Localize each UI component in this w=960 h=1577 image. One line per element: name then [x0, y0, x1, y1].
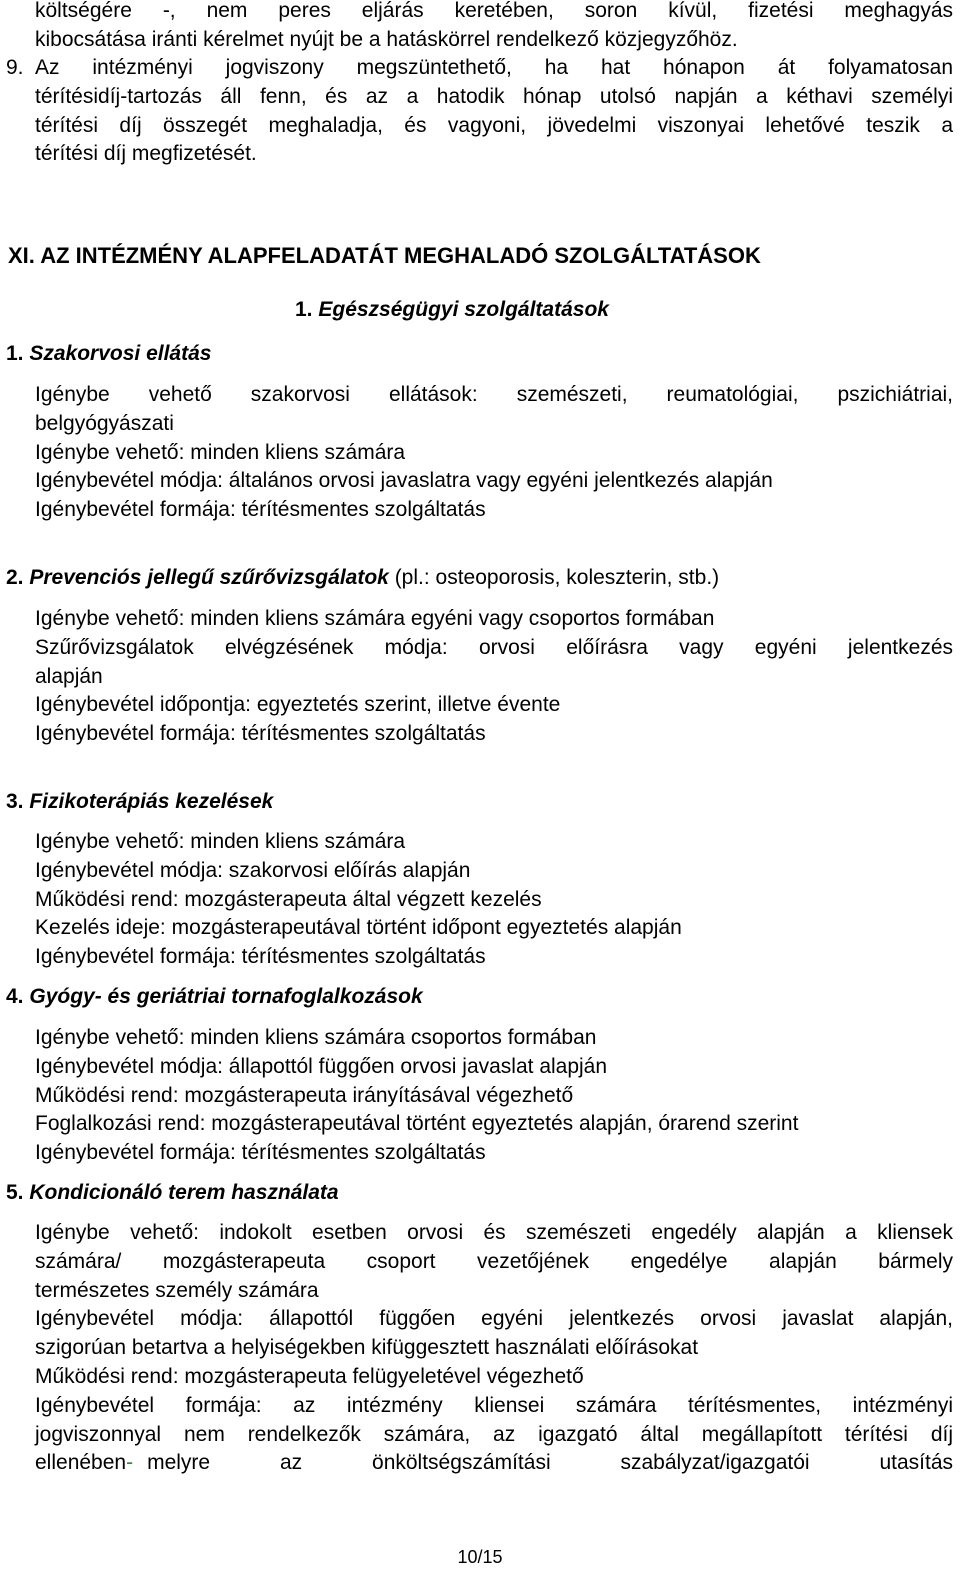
- text-line: térítési díj megfizetését.: [35, 142, 257, 166]
- subsection-number: 1.: [295, 298, 313, 321]
- text-line: alapján: [35, 664, 103, 688]
- text-fragment: ellenében: [35, 1451, 127, 1475]
- text-line: kibocsátása iránti kérelmet nyújt be a hatáskörrel rendelkező közjegyzőhöz.: [35, 27, 738, 51]
- text-line: Igénybevétel időpontja: egyeztetés szerint, illetve évente: [35, 693, 561, 717]
- text-fragment: melyre az önköltségszámítási szabályzat/igazgatói utasítás: [147, 1451, 953, 1475]
- subsection-title: Egészségügyi szolgáltatások: [318, 298, 609, 321]
- item-body: [35, 605, 953, 749]
- text-line: Igénybevétel formája: térítésmentes szolgáltatás: [35, 722, 486, 746]
- text-line-last: [35, 1449, 953, 1478]
- item-heading: [6, 983, 423, 1011]
- item-number: 5.: [6, 1181, 24, 1204]
- text-line: szigorúan betartva a helyiségekben kifüggesztett használati előírásokat: [35, 1336, 699, 1360]
- text-line: Igénybevétel formája: térítésmentes szolgáltatás: [35, 945, 486, 969]
- item-heading: [6, 340, 211, 368]
- item-title: Prevenciós jellegű szűrővizsgálatok: [29, 566, 389, 589]
- item-number: 2.: [6, 566, 24, 589]
- text-line: Igénybevétel formája: az intézmény kliensei számára térítésmentes, intézményi: [35, 1393, 953, 1417]
- item-title: Kondicionáló terem használata: [29, 1181, 339, 1204]
- item-title: Fizikoterápiás kezelések: [29, 790, 274, 813]
- text-line: Igénybevétel módja: állapottól függően egyéni jelentkezés orvosi javaslat alapján,: [35, 1307, 953, 1331]
- text-line: Működési rend: mozgásterapeuta felügyeletével végezhető: [35, 1364, 584, 1388]
- item-heading: [6, 788, 273, 816]
- item-body: [35, 381, 953, 525]
- text-line: Igénybevétel formája: térítésmentes szolgáltatás: [35, 1141, 486, 1165]
- text-line: Az intézményi jogviszony megszüntethető, ha hat hónapon át folyamatosan: [35, 56, 953, 79]
- text-line: költségére -, nem peres eljárás keretében, soron kívül, fizetési meghagyás: [35, 0, 953, 22]
- text-line: Igénybe vehető: minden kliens számára: [35, 830, 406, 853]
- text-line: Szűrővizsgálatok elvégzésének módja: orvosi előírásra vagy egyéni jelentkezés: [35, 635, 953, 659]
- text-line: Igénybe vehető: minden kliens számára: [35, 440, 406, 464]
- item-number: 9.: [6, 56, 24, 79]
- section-heading: XI. AZ INTÉZMÉNY ALAPFELADATÁT MEGHALADÓ SZOLGÁLTATÁSOK: [8, 243, 761, 268]
- item-heading: [6, 1179, 339, 1207]
- item-body: [35, 828, 953, 972]
- item-heading: [6, 564, 719, 592]
- text-line: Igénybe vehető szakorvosi ellátások: szemészeti, reumatológiai, pszichiátriai,: [35, 383, 953, 406]
- intro-paragraph: [35, 0, 953, 55]
- item-9-paragraph: [35, 54, 953, 169]
- item-body: [35, 1024, 953, 1168]
- text-line: térítésidíj-tartozás áll fenn, és az a hatodik hónap utolsó napján a kéthavi személyi: [35, 84, 953, 108]
- text-line: Igénybevétel módja: állapottól függően orvosi javaslat alapján: [35, 1054, 608, 1078]
- text-line: Igénybe vehető: minden kliens számára csoportos formában: [35, 1026, 597, 1049]
- text-line: Működési rend: mozgásterapeuta által végzett kezelés: [35, 887, 542, 911]
- text-line: Igénybevétel módja: szakorvosi előírás alapján: [35, 858, 471, 882]
- text-line: Foglalkozási rend: mozgásterapeutával történt egyeztetés alapján, órarend szerint: [35, 1112, 799, 1136]
- item-title-suffix: (pl.: osteoporosis, koleszterin, stb.): [394, 566, 720, 589]
- item-title: Gyógy- és geriátriai tornafoglalkozások: [29, 985, 423, 1008]
- item-number: 4.: [6, 985, 24, 1008]
- text-line: Kezelés ideje: mozgásterapeutával történt időpont egyeztetés alapján: [35, 916, 682, 940]
- text-line: belgyógyászati: [35, 411, 174, 435]
- text-line: Igénybe vehető: indokolt esetben orvosi és szemészeti engedély alapján a kliensek: [35, 1221, 953, 1244]
- item-title: Szakorvosi ellátás: [29, 342, 212, 365]
- text-line: jogviszonnyal nem rendelkezők számára, az igazgató által megállapított térítési díj: [35, 1422, 953, 1446]
- text-line: térítési díj összegét meghaladja, és vagyoni, jövedelmi viszonyai lehetővé teszik a: [35, 113, 953, 137]
- text-line: Igénybevétel formája: térítésmentes szolgáltatás: [35, 498, 486, 522]
- text-line: Igénybe vehető: minden kliens számára egyéni vagy csoportos formában: [35, 607, 715, 630]
- text-line: számára/ mozgásterapeuta csoport vezetőjének engedélye alapján bármely: [35, 1249, 953, 1273]
- text-line: természetes személy számára: [35, 1278, 319, 1302]
- item-body: [35, 1219, 953, 1478]
- subsection-heading: [295, 298, 609, 322]
- page-number: 10/15: [457, 1547, 503, 1567]
- item-number: 1.: [6, 342, 24, 365]
- item-number: 3.: [6, 790, 24, 813]
- text-line: Igénybevétel módja: általános orvosi javaslatra vagy egyéni jelentkezés alapján: [35, 469, 773, 493]
- text-line: Működési rend: mozgásterapeuta irányításával végezhető: [35, 1083, 574, 1107]
- dash-mark: -: [126, 1451, 134, 1475]
